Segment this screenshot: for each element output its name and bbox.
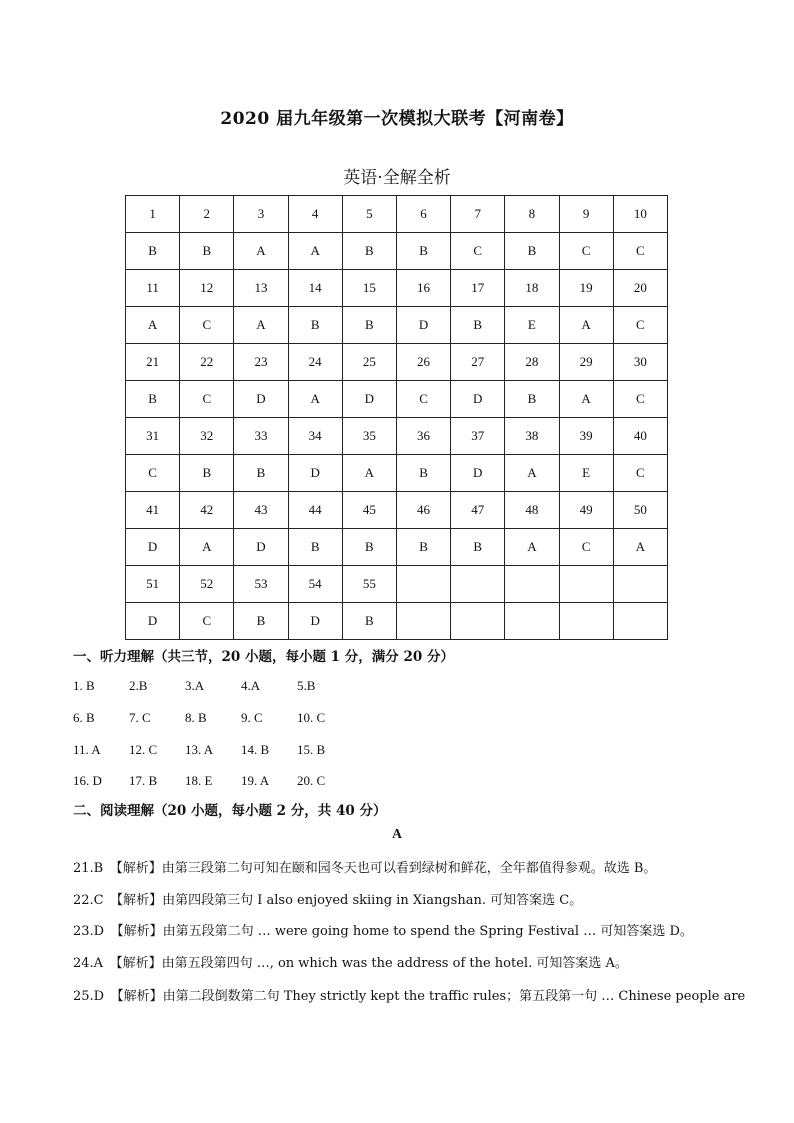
section2-heading: 二、阅读理解（20 小题，每小题 2 分，共 40 分） xyxy=(73,803,387,819)
question-number-cell: 26 xyxy=(396,344,450,381)
answer-cell: C xyxy=(613,455,667,492)
answer-cell: B xyxy=(180,455,234,492)
answer-cell: D xyxy=(342,381,396,418)
listening-answer: 17. B xyxy=(129,773,158,788)
listening-answer-row xyxy=(73,742,353,758)
listening-answer: 5.B xyxy=(297,678,316,693)
table-row xyxy=(126,344,668,381)
question-number-cell xyxy=(505,566,559,603)
question-number-cell: 15 xyxy=(342,270,396,307)
question-number-cell xyxy=(451,566,505,603)
question-number-cell: 46 xyxy=(396,492,450,529)
answer-cell: B xyxy=(505,381,559,418)
listening-answer: 10. C xyxy=(297,710,326,725)
question-number-cell: 17 xyxy=(451,270,505,307)
part-label: A xyxy=(392,826,402,841)
question-number-cell: 55 xyxy=(342,566,396,603)
answer-cell: D xyxy=(288,603,342,640)
answer-cell: B xyxy=(451,529,505,566)
question-number-cell: 8 xyxy=(505,196,559,233)
answer-cell: C xyxy=(180,307,234,344)
question-number-cell: 34 xyxy=(288,418,342,455)
answer-cell: C xyxy=(613,381,667,418)
question-number-cell: 22 xyxy=(180,344,234,381)
answer-cell xyxy=(396,603,450,640)
answer-cell: B xyxy=(342,603,396,640)
listening-answer: 2.B xyxy=(129,678,148,693)
answer-cell: B xyxy=(396,455,450,492)
table-row xyxy=(126,418,668,455)
listening-answer: 14. B xyxy=(241,742,270,757)
answer-cell: D xyxy=(288,455,342,492)
answer-cell: A xyxy=(180,529,234,566)
question-number-cell: 50 xyxy=(613,492,667,529)
question-number-cell: 20 xyxy=(613,270,667,307)
answer-cell: C xyxy=(180,381,234,418)
question-number-cell: 19 xyxy=(559,270,613,307)
answer-cell: D xyxy=(451,381,505,418)
explanation-item: 23.D 【解析】由第五段第二句 … were going home to spend the Spring Festival … 可知答案选 D。 xyxy=(73,924,693,939)
answer-cell: A xyxy=(505,529,559,566)
question-number-cell: 2 xyxy=(180,196,234,233)
question-number-cell: 25 xyxy=(342,344,396,381)
question-number-cell: 38 xyxy=(505,418,559,455)
question-number-cell: 53 xyxy=(234,566,288,603)
listening-answer: 8. B xyxy=(185,710,207,725)
answer-cell: B xyxy=(288,529,342,566)
answer-table xyxy=(125,195,668,640)
answer-cell: A xyxy=(288,233,342,270)
listening-answer: 13. A xyxy=(185,742,214,757)
listening-answer: 3.A xyxy=(185,678,205,693)
answer-cell: B xyxy=(288,307,342,344)
listening-answer: 12. C xyxy=(129,742,158,757)
answer-cell: C xyxy=(613,307,667,344)
answer-cell: A xyxy=(234,307,288,344)
listening-answer: 4.A xyxy=(241,678,261,693)
answer-cell: B xyxy=(505,233,559,270)
question-number-cell: 23 xyxy=(234,344,288,381)
question-number-cell: 45 xyxy=(342,492,396,529)
answer-cell: B xyxy=(342,307,396,344)
listening-answer-row xyxy=(73,773,353,789)
question-number-cell: 4 xyxy=(288,196,342,233)
answer-cell: B xyxy=(234,455,288,492)
question-number-cell xyxy=(559,566,613,603)
answer-cell: A xyxy=(234,233,288,270)
question-number-cell: 30 xyxy=(613,344,667,381)
question-number-cell: 14 xyxy=(288,270,342,307)
question-number-cell: 36 xyxy=(396,418,450,455)
table-row xyxy=(126,270,668,307)
answer-cell: A xyxy=(126,307,180,344)
question-number-cell: 41 xyxy=(126,492,180,529)
listening-answer-row xyxy=(73,678,353,694)
page-title: 2020 届九年级第一次模拟大联考【河南卷】 xyxy=(220,109,574,129)
table-row xyxy=(126,455,668,492)
answer-cell: B xyxy=(396,233,450,270)
listening-answer: 20. C xyxy=(297,773,326,788)
answer-cell: C xyxy=(126,455,180,492)
answer-cell: C xyxy=(451,233,505,270)
question-number-cell: 3 xyxy=(234,196,288,233)
question-number-cell: 43 xyxy=(234,492,288,529)
listening-answer: 9. C xyxy=(241,710,263,725)
question-number-cell: 28 xyxy=(505,344,559,381)
answer-cell xyxy=(613,603,667,640)
answer-cell: B xyxy=(342,529,396,566)
question-number-cell: 16 xyxy=(396,270,450,307)
question-number-cell xyxy=(613,566,667,603)
listening-answer: 19. A xyxy=(241,773,270,788)
answer-cell: C xyxy=(559,529,613,566)
answer-cell: D xyxy=(126,529,180,566)
answer-cell xyxy=(559,603,613,640)
answer-cell: D xyxy=(451,455,505,492)
answer-cell: A xyxy=(505,455,559,492)
question-number-cell: 1 xyxy=(126,196,180,233)
listening-answer: 11. A xyxy=(73,742,101,757)
table-row xyxy=(126,492,668,529)
question-number-cell: 9 xyxy=(559,196,613,233)
answer-cell: E xyxy=(505,307,559,344)
question-number-cell: 24 xyxy=(288,344,342,381)
question-number-cell: 52 xyxy=(180,566,234,603)
question-number-cell: 29 xyxy=(559,344,613,381)
table-row xyxy=(126,196,668,233)
answer-cell: B xyxy=(126,381,180,418)
question-number-cell: 44 xyxy=(288,492,342,529)
answer-cell: C xyxy=(559,233,613,270)
table-row xyxy=(126,603,668,640)
question-number-cell: 39 xyxy=(559,418,613,455)
section1-heading: 一、听力理解（共三节，20 小题，每小题 1 分，满分 20 分） xyxy=(73,649,454,665)
question-number-cell: 40 xyxy=(613,418,667,455)
question-number-cell: 12 xyxy=(180,270,234,307)
page-subtitle: 英语·全解全析 xyxy=(343,168,451,188)
answer-cell: C xyxy=(180,603,234,640)
question-number-cell: 7 xyxy=(451,196,505,233)
question-number-cell: 13 xyxy=(234,270,288,307)
explanation-item: 25.D 【解析】由第二段倒数第二句 They strictly kept the traffic rules；第五段第一句 … Chinese people are xyxy=(73,989,746,1004)
question-number-cell: 11 xyxy=(126,270,180,307)
question-number-cell: 48 xyxy=(505,492,559,529)
question-number-cell: 6 xyxy=(396,196,450,233)
answer-cell: B xyxy=(126,233,180,270)
question-number-cell: 5 xyxy=(342,196,396,233)
question-number-cell: 32 xyxy=(180,418,234,455)
listening-answer: 18. E xyxy=(185,773,213,788)
answer-cell: B xyxy=(396,529,450,566)
table-row xyxy=(126,529,668,566)
question-number-cell: 47 xyxy=(451,492,505,529)
answer-cell: C xyxy=(613,233,667,270)
table-row xyxy=(126,566,668,603)
listening-answer: 16. D xyxy=(73,773,102,788)
answer-cell: B xyxy=(180,233,234,270)
table-row xyxy=(126,233,668,270)
answer-cell: D xyxy=(126,603,180,640)
answer-cell: B xyxy=(234,603,288,640)
question-number-cell: 37 xyxy=(451,418,505,455)
question-number-cell: 27 xyxy=(451,344,505,381)
answer-cell xyxy=(451,603,505,640)
answer-cell: B xyxy=(342,233,396,270)
answer-cell: A xyxy=(559,381,613,418)
table-row xyxy=(126,381,668,418)
question-number-cell: 10 xyxy=(613,196,667,233)
question-number-cell: 54 xyxy=(288,566,342,603)
table-row xyxy=(126,307,668,344)
answer-cell xyxy=(505,603,559,640)
answer-cell: A xyxy=(559,307,613,344)
listening-answer: 6. B xyxy=(73,710,95,725)
listening-answer: 1. B xyxy=(73,678,95,693)
listening-answer: 15. B xyxy=(297,742,326,757)
listening-answer: 7. C xyxy=(129,710,151,725)
question-number-cell: 33 xyxy=(234,418,288,455)
answer-cell: A xyxy=(342,455,396,492)
answer-cell: D xyxy=(234,381,288,418)
question-number-cell: 51 xyxy=(126,566,180,603)
question-number-cell: 18 xyxy=(505,270,559,307)
answer-cell: B xyxy=(451,307,505,344)
answer-cell: E xyxy=(559,455,613,492)
question-number-cell: 31 xyxy=(126,418,180,455)
question-number-cell: 21 xyxy=(126,344,180,381)
question-number-cell: 49 xyxy=(559,492,613,529)
listening-answer-row xyxy=(73,710,353,726)
explanation-item: 24.A 【解析】由第五段第四句 …, on which was the address of the hotel. 可知答案选 A。 xyxy=(73,956,628,971)
answer-cell: C xyxy=(396,381,450,418)
explanation-item: 22.C 【解析】由第四段第三句 I also enjoyed skiing in Xiangshan. 可知答案选 C。 xyxy=(73,893,583,908)
explanation-item: 21.B 【解析】由第三段第二句可知在颐和园冬天也可以看到绿树和鲜花，全年都值得参观。故选 B。 xyxy=(73,861,657,876)
answer-cell: D xyxy=(396,307,450,344)
question-number-cell xyxy=(396,566,450,603)
answer-cell: A xyxy=(288,381,342,418)
question-number-cell: 35 xyxy=(342,418,396,455)
answer-cell: A xyxy=(613,529,667,566)
answer-cell: D xyxy=(234,529,288,566)
question-number-cell: 42 xyxy=(180,492,234,529)
